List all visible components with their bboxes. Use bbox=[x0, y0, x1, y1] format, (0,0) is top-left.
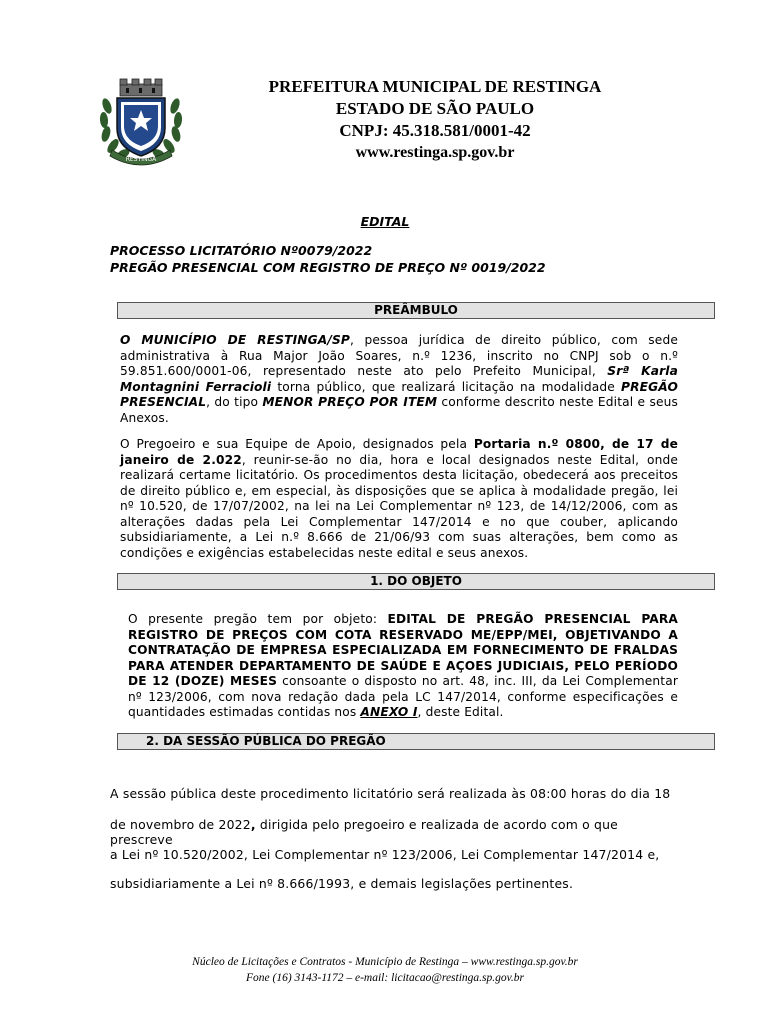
section-heading-sessao: 2. DA SESSÃO PÚBLICA DO PREGÃO bbox=[117, 733, 715, 750]
footer-address: Núcleo de Licitações e Contratos - Município de Restinga – www.restinga.sp.gov.br bbox=[192, 956, 578, 968]
bid-type: MENOR PREÇO POR ITEM bbox=[262, 395, 438, 409]
modality: PREGÃO PRESENCIAL bbox=[120, 379, 678, 409]
text-run: dirigida pelo pregoeiro e realizada de acordo com o que prescreve bbox=[110, 817, 618, 847]
page-footer bbox=[0, 954, 770, 986]
text-run: , reunir-se-ão no dia, hora e local designados neste Edital, onde realizará certame licitatório. Os procedimentos desta licitação, obedecerá aos preceitos de direito público e, em especial, às disposições que se aplica à modalidade pregão, lei nº 10.520, de 17/07/2002, na lei na Lei Complementar nº 123, de 14/12/2006, com as alterações dadas pela Lei Complementar 147/2014 e no que couber, aplicando subsidiariamente, a Lei n.º 8.666 de 21/06/93 com suas alterações, bem como as condições e exigências estabelecidas neste edital e seus anexos. bbox=[120, 452, 678, 560]
section-heading-objeto: 1. DO OBJETO bbox=[117, 573, 715, 590]
section-heading-preambulo: PREÂMBULO bbox=[117, 302, 715, 319]
website: www.restinga.sp.gov.br bbox=[355, 144, 515, 161]
sessao-line-3: a Lei nº 10.520/2002, Lei Complementar nº 123/2006, Lei Complementar 147/2014 e, bbox=[110, 847, 660, 862]
preambulo-paragraph-2 bbox=[120, 437, 678, 561]
session-date: de novembro de 2022 bbox=[110, 817, 251, 832]
text-run: , bbox=[250, 817, 256, 832]
crest-ribbon-text: RESTINGA bbox=[125, 156, 157, 163]
preambulo-paragraph-1 bbox=[120, 333, 678, 426]
portaria-reference: Portaria n.º 0800, de 17 de janeiro de 2.022 bbox=[120, 437, 678, 467]
objeto-description: EDITAL DE PREGÃO PRESENCIAL PARA REGISTRO DE PREÇOS COM COTA RESERVADO ME/EPP/MEI, OBJETIVANDO A CONTRATAÇÃO DE EMPRESA ESPECIALIZADA EM FORNECIMENTO DE FRALDAS PARA ATENDER DEPARTAMENTO DE SAÚDE E AÇOES JUDICIAIS, PELO PERÍODO DE 12 (DOZE) MESES bbox=[128, 612, 678, 688]
objeto-paragraph bbox=[128, 612, 678, 721]
anexo-reference: ANEXO I bbox=[360, 705, 418, 719]
municipality-label: O MUNICÍPIO DE RESTINGA/SP bbox=[120, 333, 350, 347]
sessao-line-1: A sessão pública deste procedimento licitatório será realizada às 08:00 horas do dia 18 bbox=[110, 786, 671, 801]
text-run: consoante o disposto no art. 48, inc. III, da Lei Complementar nº 123/2006, com nova redação dada pela LC 147/2014, conforme especificações e quantidades estimadas contidas nos bbox=[128, 674, 678, 719]
document-title: EDITAL bbox=[360, 214, 410, 229]
letterhead bbox=[240, 76, 630, 164]
text-run: conforme descrito neste Edital e seus Anexos. bbox=[120, 395, 678, 425]
coat-of-arms-logo bbox=[98, 76, 184, 166]
sessao-line-4: subsidiariamente a Lei nº 8.666/1993, e demais legislações pertinentes. bbox=[110, 876, 574, 891]
footer-contact: Fone (16) 3143-1172 – e-mail: licitacao@restinga.sp.gov.br bbox=[245, 972, 524, 984]
text-run: , deste Edital. bbox=[417, 705, 504, 719]
text-run: , pessoa jurídica de direito público, com sede administrativa à Rua Major João Soares, n.º 1236, inscrito no CNPJ sob o n.º 59.851.600/0001-06, representado neste ato pelo Prefeito Municipal, bbox=[120, 333, 678, 378]
text-run: O Pregoeiro e sua Equipe de Apoio, designados pela bbox=[120, 437, 474, 451]
state-name: ESTADO DE SÃO PAULO bbox=[335, 99, 535, 118]
text-run: , do tipo bbox=[206, 395, 263, 409]
text-run: O presente pregão tem por objeto: bbox=[128, 612, 388, 626]
text-run: torna público, que realizará licitação na modalidade bbox=[271, 379, 622, 394]
sessao-line-2 bbox=[110, 817, 680, 847]
cnpj: CNPJ: 45.318.581/0001-42 bbox=[339, 121, 531, 140]
pregao-number: PREGÃO PRESENCIAL COM REGISTRO DE PREÇO Nº 0019/2022 bbox=[110, 260, 546, 275]
municipality-name: PREFEITURA MUNICIPAL DE RESTINGA bbox=[268, 77, 602, 96]
mayor-name: Srª Karla Montagnini Ferracioli bbox=[120, 364, 678, 394]
process-number: PROCESSO LICITATÓRIO Nº0079/2022 bbox=[110, 243, 373, 258]
process-reference bbox=[110, 242, 546, 276]
